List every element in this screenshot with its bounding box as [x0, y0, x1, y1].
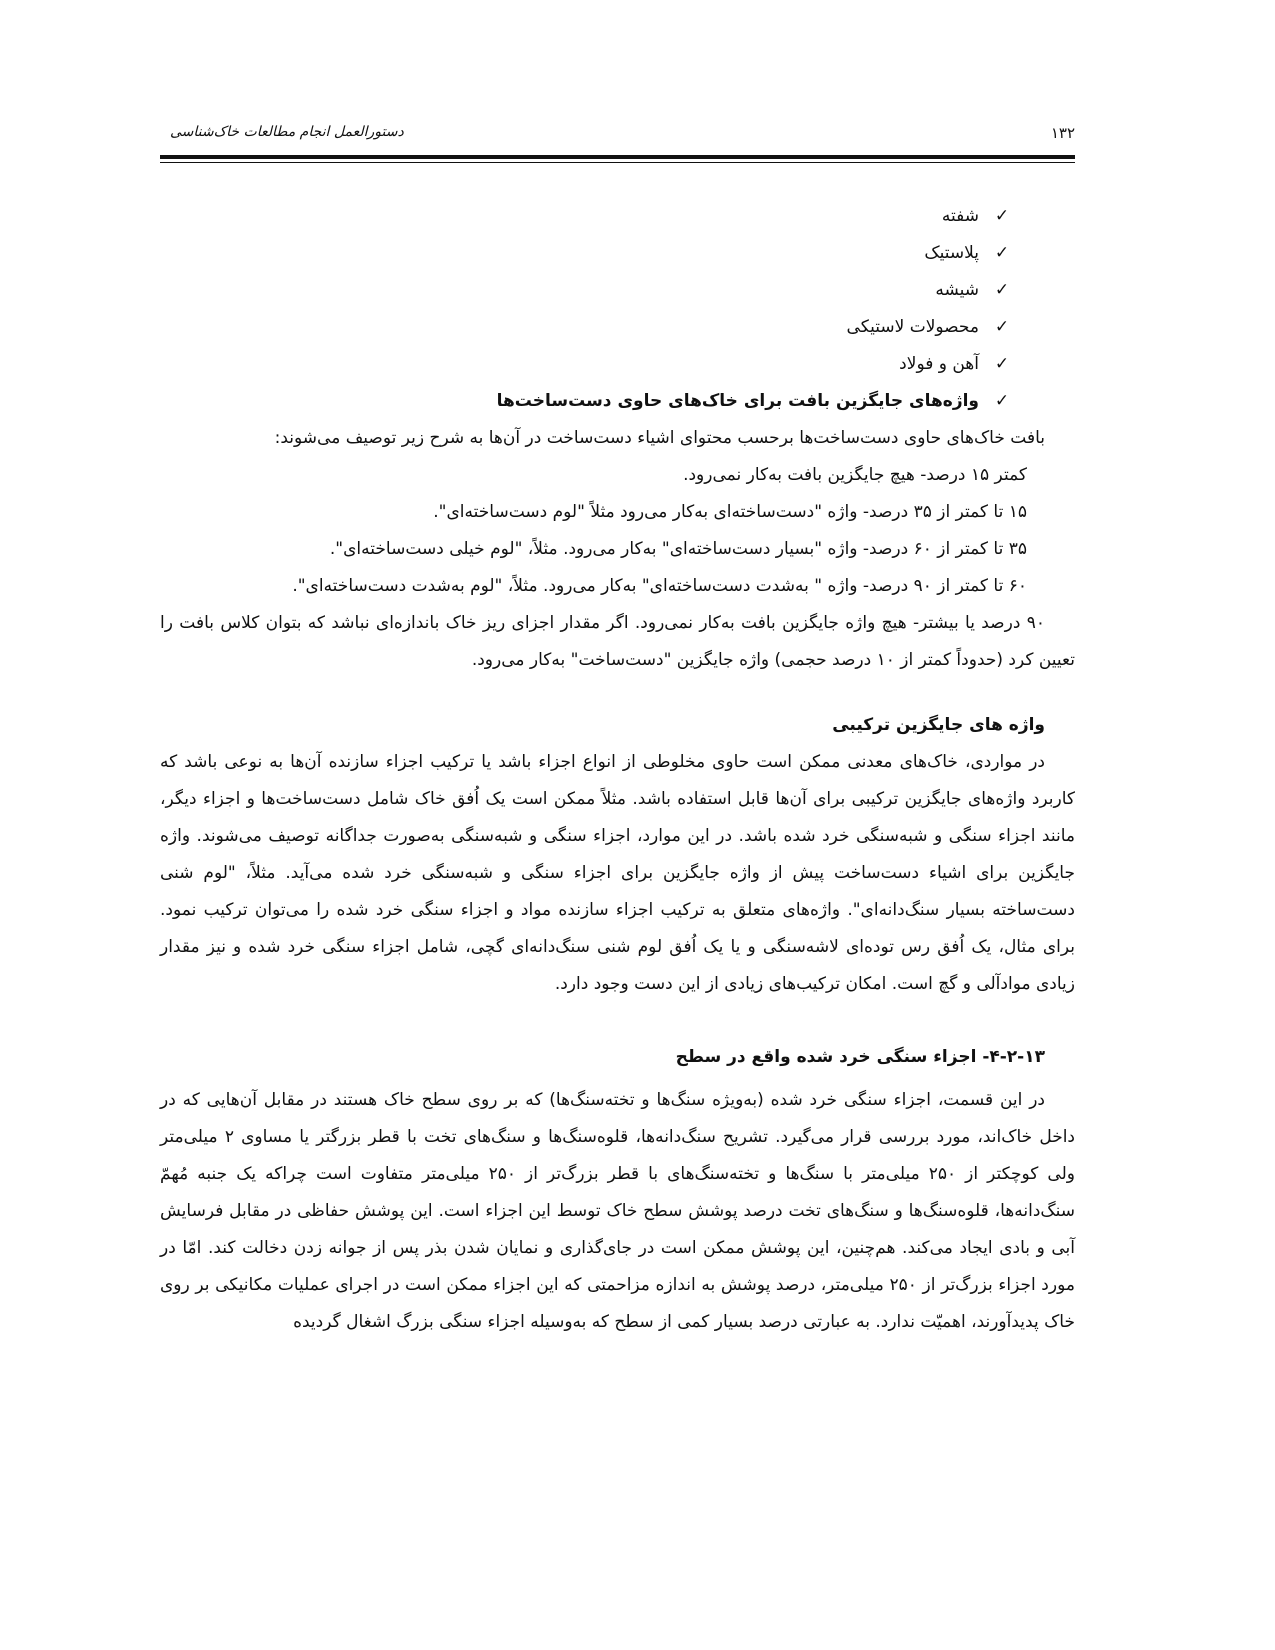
checkmark-icon: ✓: [994, 243, 1010, 263]
checklist-item-label: شفته: [941, 206, 979, 226]
page-content: [160, 198, 1075, 1341]
checkmark-icon: ✓: [994, 280, 1010, 300]
checklist-item: [160, 346, 1011, 383]
page-header: [160, 120, 1075, 150]
checklist-item-label: پلاستیک: [924, 243, 979, 263]
checkmark-icon: ✓: [994, 317, 1010, 337]
section-body-compound: در مواردی، خاک‌های معدنی ممکن است حاوی مخلوطی از انواع اجزاء باشد یا ترکیب اجزاء سازنده آن‌ها به نوعی باشد که کاربرد واژه‌های جایگزین ترکیبی برای آن‌ها قابل استفاده باشد. مثلاً ممکن است یک اُفق خاک شامل دست‌ساخت‌ها و اجزاء دیگر، مانند اجزاء سنگی و شبه‌سنگی خرد شده باشد. در این موارد، اجزاء سنگی و شبه‌سنگی به‌صورت جداگانه توصیف می‌شوند. واژه جایگزین برای اشیاء دست‌ساخت پیش از واژه جایگزین برای اجزاء سنگی و شبه‌سنگی خرد شده می‌آید. مثلاً، "لوم شنی دست‌ساخته بسیار سنگ‌دانه‌ای". واژه‌های متعلق به ترکیب اجزاء سازنده مواد و اجزاء سنگی خرد شده را می‌توان ترکیب نمود. برای مثال، یک اُفق رس توده‌ای لاشه‌سنگی و یا یک اُفق لوم شنی سنگ‌دانه‌ای گچی، شامل اجزاء سنگی خرد شده و نیز مقدار زیادی موادآلی و گچ است. امکان ترکیب‌های زیادی از این دست وجود دارد.: [160, 752, 1075, 994]
section-heading-compound: واژه های جایگزین ترکیبی: [832, 715, 1045, 735]
checkmark-icon: ✓: [994, 354, 1010, 374]
checklist-item: [160, 235, 1011, 272]
checklist-item-label: محصولات لاستیکی: [846, 317, 979, 337]
running-title: دستورالعمل انجام مطالعات خاک‌شناسی: [170, 124, 404, 140]
section-body-surface: در این قسمت، اجزاء سنگی خرد شده (به‌ویژه سنگ‌ها و تخته‌سنگ‌ها) که بر روی سطح خاک هستند در مقابل آن‌هایی که در داخل خاک‌اند، مورد بررسی قرار می‌گیرد. تشریح سنگ‌دانه‌ها، قلوه‌سنگ‌ها و سنگ‌های تخت با قطر بزرگتر یا مساوی ۲ میلی‌متر ولی کوچکتر از ۲۵۰ میلی‌متر با سنگ‌ها و تخته‌سنگ‌های با قطر بزرگ‌تر از ۲۵۰ میلی‌متر متفاوت است چراکه یک جنبه مُهمّ سنگ‌دانه‌ها، قلوه‌سنگ‌ها و سنگ‌های تخت درصد پوشش سطح خاک توسط این اجزاء است. این پوشش حفاظی در مقابل فرسایش آبی و بادی ایجاد می‌کند. هم‌چنین، این پوشش ممکن است در جای‌گذاری و نمایان شدن بذر پس از جوانه زدن دخالت کند. امّا در مورد اجزاء بزرگ‌تر از ۲۵۰ میلی‌متر، درصد پوشش به اندازه مزاحمتی که این اجزاء ممکن است در اجرای عملیات مکانیکی بر روی خاک پدیدآورند، اهمیّت ندارد. به عبارتی درصد بسیار کمی از سطح که به‌وسیله اجزاء سنگی بزرگ اشغال گردیده: [160, 1090, 1075, 1332]
texture-rule: ۳۵ تا کمتر از ۶۰ درصد- واژه "بسیار دست‌ساخته‌ای" به‌کار می‌رود. مثلاً، "لوم خیلی دست‌ساخته‌ای".: [329, 539, 1027, 559]
artifact-checklist: [160, 198, 1075, 420]
texture-intro: بافت خاک‌های حاوی دست‌ساخت‌ها برحسب محتوای اشیاء دست‌ساخت در آن‌ها به شرح زیر توصیف می‌شوند:: [274, 428, 1045, 448]
header-rule-thick: [160, 155, 1075, 159]
texture-rule: ۶۰ تا کمتر از ۹۰ درصد- واژه " به‌شدت دست‌ساخته‌ای" به‌کار می‌رود. مثلاً، "لوم به‌شدت دست‌ساخته‌ای".: [292, 576, 1027, 596]
texture-rule: کمتر ۱۵ درصد- هیچ جایگزین بافت به‌کار نمی‌رود.: [683, 465, 1027, 485]
section-heading-surface: ۴-۲-۱۳- اجزاء سنگی خرد شده واقع در سطح: [675, 1047, 1045, 1067]
checklist-item: [160, 272, 1011, 309]
page-number: ۱۳۲: [1050, 124, 1075, 142]
checklist-item: [160, 309, 1011, 346]
checklist-item-label: آهن و فولاد: [899, 354, 979, 374]
checklist-item-label: شیشه: [935, 280, 979, 300]
document-page: [160, 0, 1075, 1650]
texture-rule: ۱۵ تا کمتر از ۳۵ درصد- واژه "دست‌ساخته‌ای به‌کار می‌رود مثلاً "لوم دست‌ساخته‌ای".: [433, 502, 1027, 522]
header-rule-thin: [160, 162, 1075, 163]
texture-rule-last: ۹۰ درصد یا بیشتر- هیچ واژه جایگزین بافت به‌کار نمی‌رود. اگر مقدار اجزای ریز خاک باندازه‌ای نباشد که بتوان کلاس بافت را تعیین کرد (حدوداً کمتر از ۱۰ درصد حجمی) واژه جایگزین "دست‌ساخت" به‌کار می‌رود.: [160, 613, 1075, 670]
checklist-item-heading: [160, 383, 1011, 420]
spacer: [160, 1003, 1075, 1017]
spacer: [160, 679, 1075, 685]
checklist-item-label: واژه‌های جایگزین بافت برای خاک‌های حاوی دست‌ساخت‌ها: [496, 391, 979, 411]
checkmark-icon: ✓: [994, 391, 1010, 411]
checkmark-icon: ✓: [994, 206, 1010, 226]
checklist-item: [160, 198, 1011, 235]
